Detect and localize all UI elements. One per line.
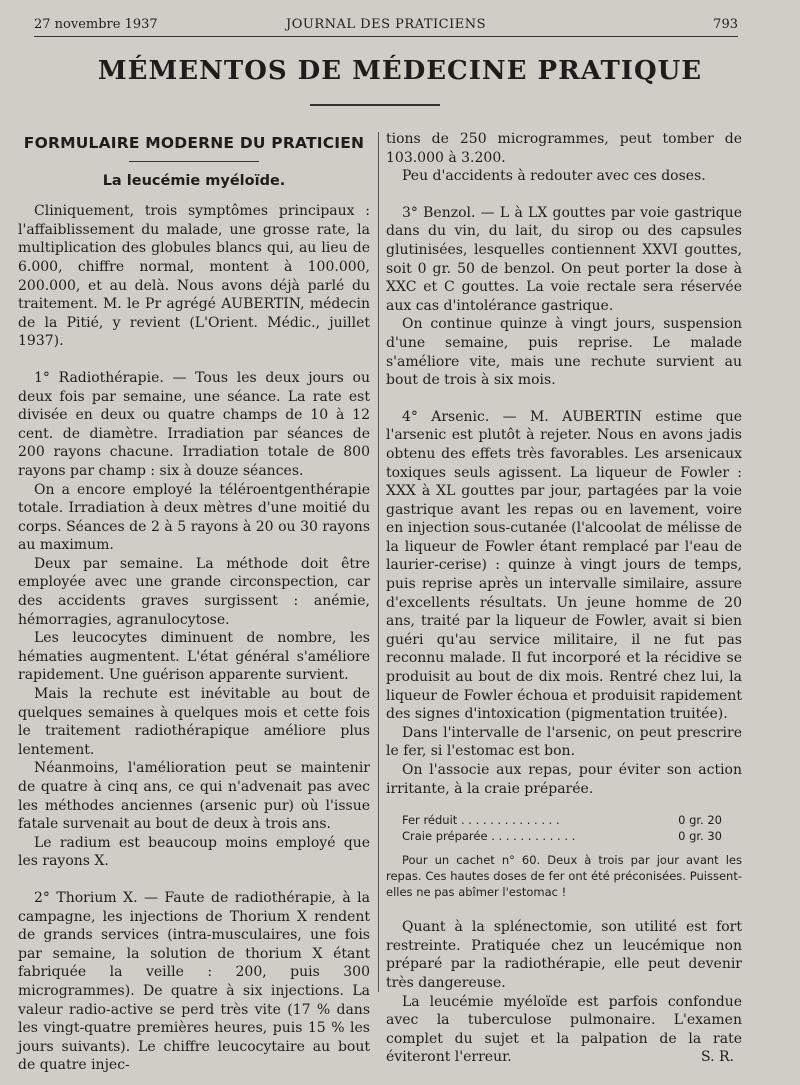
column-divider (378, 132, 379, 992)
page-title: MÉMENTOS DE MÉDECINE PRATIQUE (97, 56, 703, 86)
page-header (34, 14, 738, 37)
formula-row (402, 828, 722, 844)
paragraph-arsenic: 4° Arsenic. — M. AUBERTIN estime que l'arsenic est plutôt à rejeter. Nous en avons jadis obtenu des effets très favorables. Les arsenicaux toxiques seuls agissent. La liqueur de Fowler : XXX à XL gouttes par jour, partagées par la voie gastrique avant les repas ou en lavement, voire en injection sous-cutanée (l'alcoolat de mélisse de la liqueur de Fowler étant remplacé par l'eau de laurier-cerise) : quinze à vingt jours de temps, puis reprise après un intervalle similaire, assure d'excellents résultats. Un jeune homme de 20 ans, traité par la liqueur de Fowler, avait si bien guéri qu'au service militaire, il ne fut pas reconnu malade. Il fut incorporé et la récidive se produisit au bout de dix mois. Rentré chez lui, la liqueur de Fowler échoua et produisit rapidement des signes d'intoxication (pigmentation truitée). (386, 408, 742, 723)
formula-row (402, 812, 722, 828)
paragraph: Les leucocytes diminuent de nombre, les hématies augmentent. L'état général s'améliore rapidement. Une guérison apparente survient. (18, 630, 370, 684)
paragraph: Peu d'accidents à redouter avec ces doses. (402, 168, 706, 185)
paragraph: Le radium est beaucoup moins employé que les rayons X. (18, 834, 370, 870)
paragraph: On l'associe aux repas, pour éviter son action irritante, à la craie préparée. (386, 762, 742, 797)
conclusion-text: La leucémie myéloïde est parfois confondue avec la tuberculose pulmonaire. L'examen complet du sujet et la palpation de la rate éviteront l'erreur. (386, 993, 742, 1066)
section-title: FORMULAIRE MODERNE DU PRATICIEN (23, 134, 365, 152)
paragraph-conclusion (386, 993, 742, 1067)
paragraph-thorium: 2° Thorium X. — Faute de radiothérapie, à la campagne, les injections de Thorium X rendent de grands services (intra-musculaires, une fois par semaine, la solution de thorium X étant fabriquée la veille : 200, puis 300 microgrammes). De quatre à six injections. La valeur radio-active se perd très vite (17 % dans les vingt-quatre premières heures, puis 15 % les jours suivants). Le chiffre leucocytaire au bout de quatre injec- (18, 889, 370, 1074)
paragraph: Mais la rechute est inévitable au bout de quelques semaines à quelques mois et cette fois le traitement radiothérapique améliore plus lentement. (18, 686, 370, 758)
paragraph: Dans l'intervalle de l'arsenic, on peut prescrire le fer, si l'estomac est bon. (386, 724, 742, 760)
formula-item: Craie préparée . . . . . . . . . . . . (402, 829, 576, 844)
paragraph: Cliniquement, trois symptômes principaux : l'affaiblissement du malade, une grosse rate, la multiplication des globules blancs qui, au lieu de 6.000, chiffre normal, montent à 100.000, 200.000, et au delà. Nous avons déjà parlé du traitement. M. le Pr agrégé AUBERTIN, médecin de la Pitié, y revient (L'Orient. Médic., juillet 1937). (18, 203, 370, 350)
formula-dose: 0 gr. 20 (678, 813, 722, 828)
paragraph: Deux par semaine. La méthode doit être employée avec une grande circonspection, car des accidents graves surgissent : anémie, hémorragies, agranulocytose. (18, 555, 370, 628)
header-page-number: 793 (713, 17, 738, 32)
right-column (386, 130, 742, 1067)
left-column (18, 134, 370, 1075)
section-rule (129, 161, 259, 162)
prescription-formula (402, 812, 742, 844)
header-journal-title: JOURNAL DES PRATICIENS (286, 17, 486, 32)
formula-dose: 0 gr. 30 (678, 829, 722, 844)
paragraph: Néanmoins, l'amélioration peut se maintenir de quatre à cinq ans, ce qui n'advenait pas avec les méthodes anciennes (arsenic pur) où l'issue fatale survenait au bout de deux à trois ans. (18, 760, 370, 833)
paragraph: On continue quinze à vingt jours, suspension d'une semaine, puis reprise. Le malade s'améliore vite, mais une rechute survient au bout de trois à six mois. (386, 316, 742, 389)
header-date: 27 novembre 1937 (34, 17, 158, 32)
formula-item: Fer réduit . . . . . . . . . . . . . . (402, 813, 560, 828)
formula-note (386, 852, 742, 900)
formula-note-text: Pour un cachet n° 60. Deux à trois par jour avant les repas. Ces hautes doses de fer ont été préconisées. Puissent-elles ne pas abîmer l'estomac ! (386, 853, 742, 900)
paragraph: On a encore employé la téléroentgenthérapie totale. Irradiation à deux mètres d'une moitié du corps. Séances de 2 à 5 rayons à 20 ou 30 rayons au maximum. (18, 481, 370, 554)
subsection-title: La leucémie myéloïde. (102, 172, 286, 189)
author-signature: S. R. (701, 1049, 734, 1066)
paragraph: tions de 250 microgrammes, peut tomber de 103.000 à 3.200. (386, 131, 742, 166)
paragraph-benzol: 3° Benzol. — L à LX gouttes par voie gastrique dans du vin, du lait, du sirop ou des capsules glutinisées, lesquelles contiennent XXVI gouttes, soit 0 gr. 50 de benzol. On peut porter la dose à XXC et C gouttes. La voie rectale sera réservée aux cas d'intolérance gastrique. (386, 204, 742, 314)
title-rule (310, 104, 440, 106)
paragraph-radiotherapy: 1° Radiothérapie. — Tous les deux jours ou deux fois par semaine, une séance. La rate est divisée en deux ou quatre champs de 10 à 12 cent. de diamètre. Irradiation par séances de 200 rayons chacune. Irradiation totale de 800 rayons par champ : six à douze séances. (18, 369, 370, 479)
paragraph-splenectomy: Quant à la splénectomie, son utilité est fort restreinte. Pratiquée chez un leucémique non préparé par la radiothérapie, elle peut devenir très dangereuse. (386, 919, 742, 991)
